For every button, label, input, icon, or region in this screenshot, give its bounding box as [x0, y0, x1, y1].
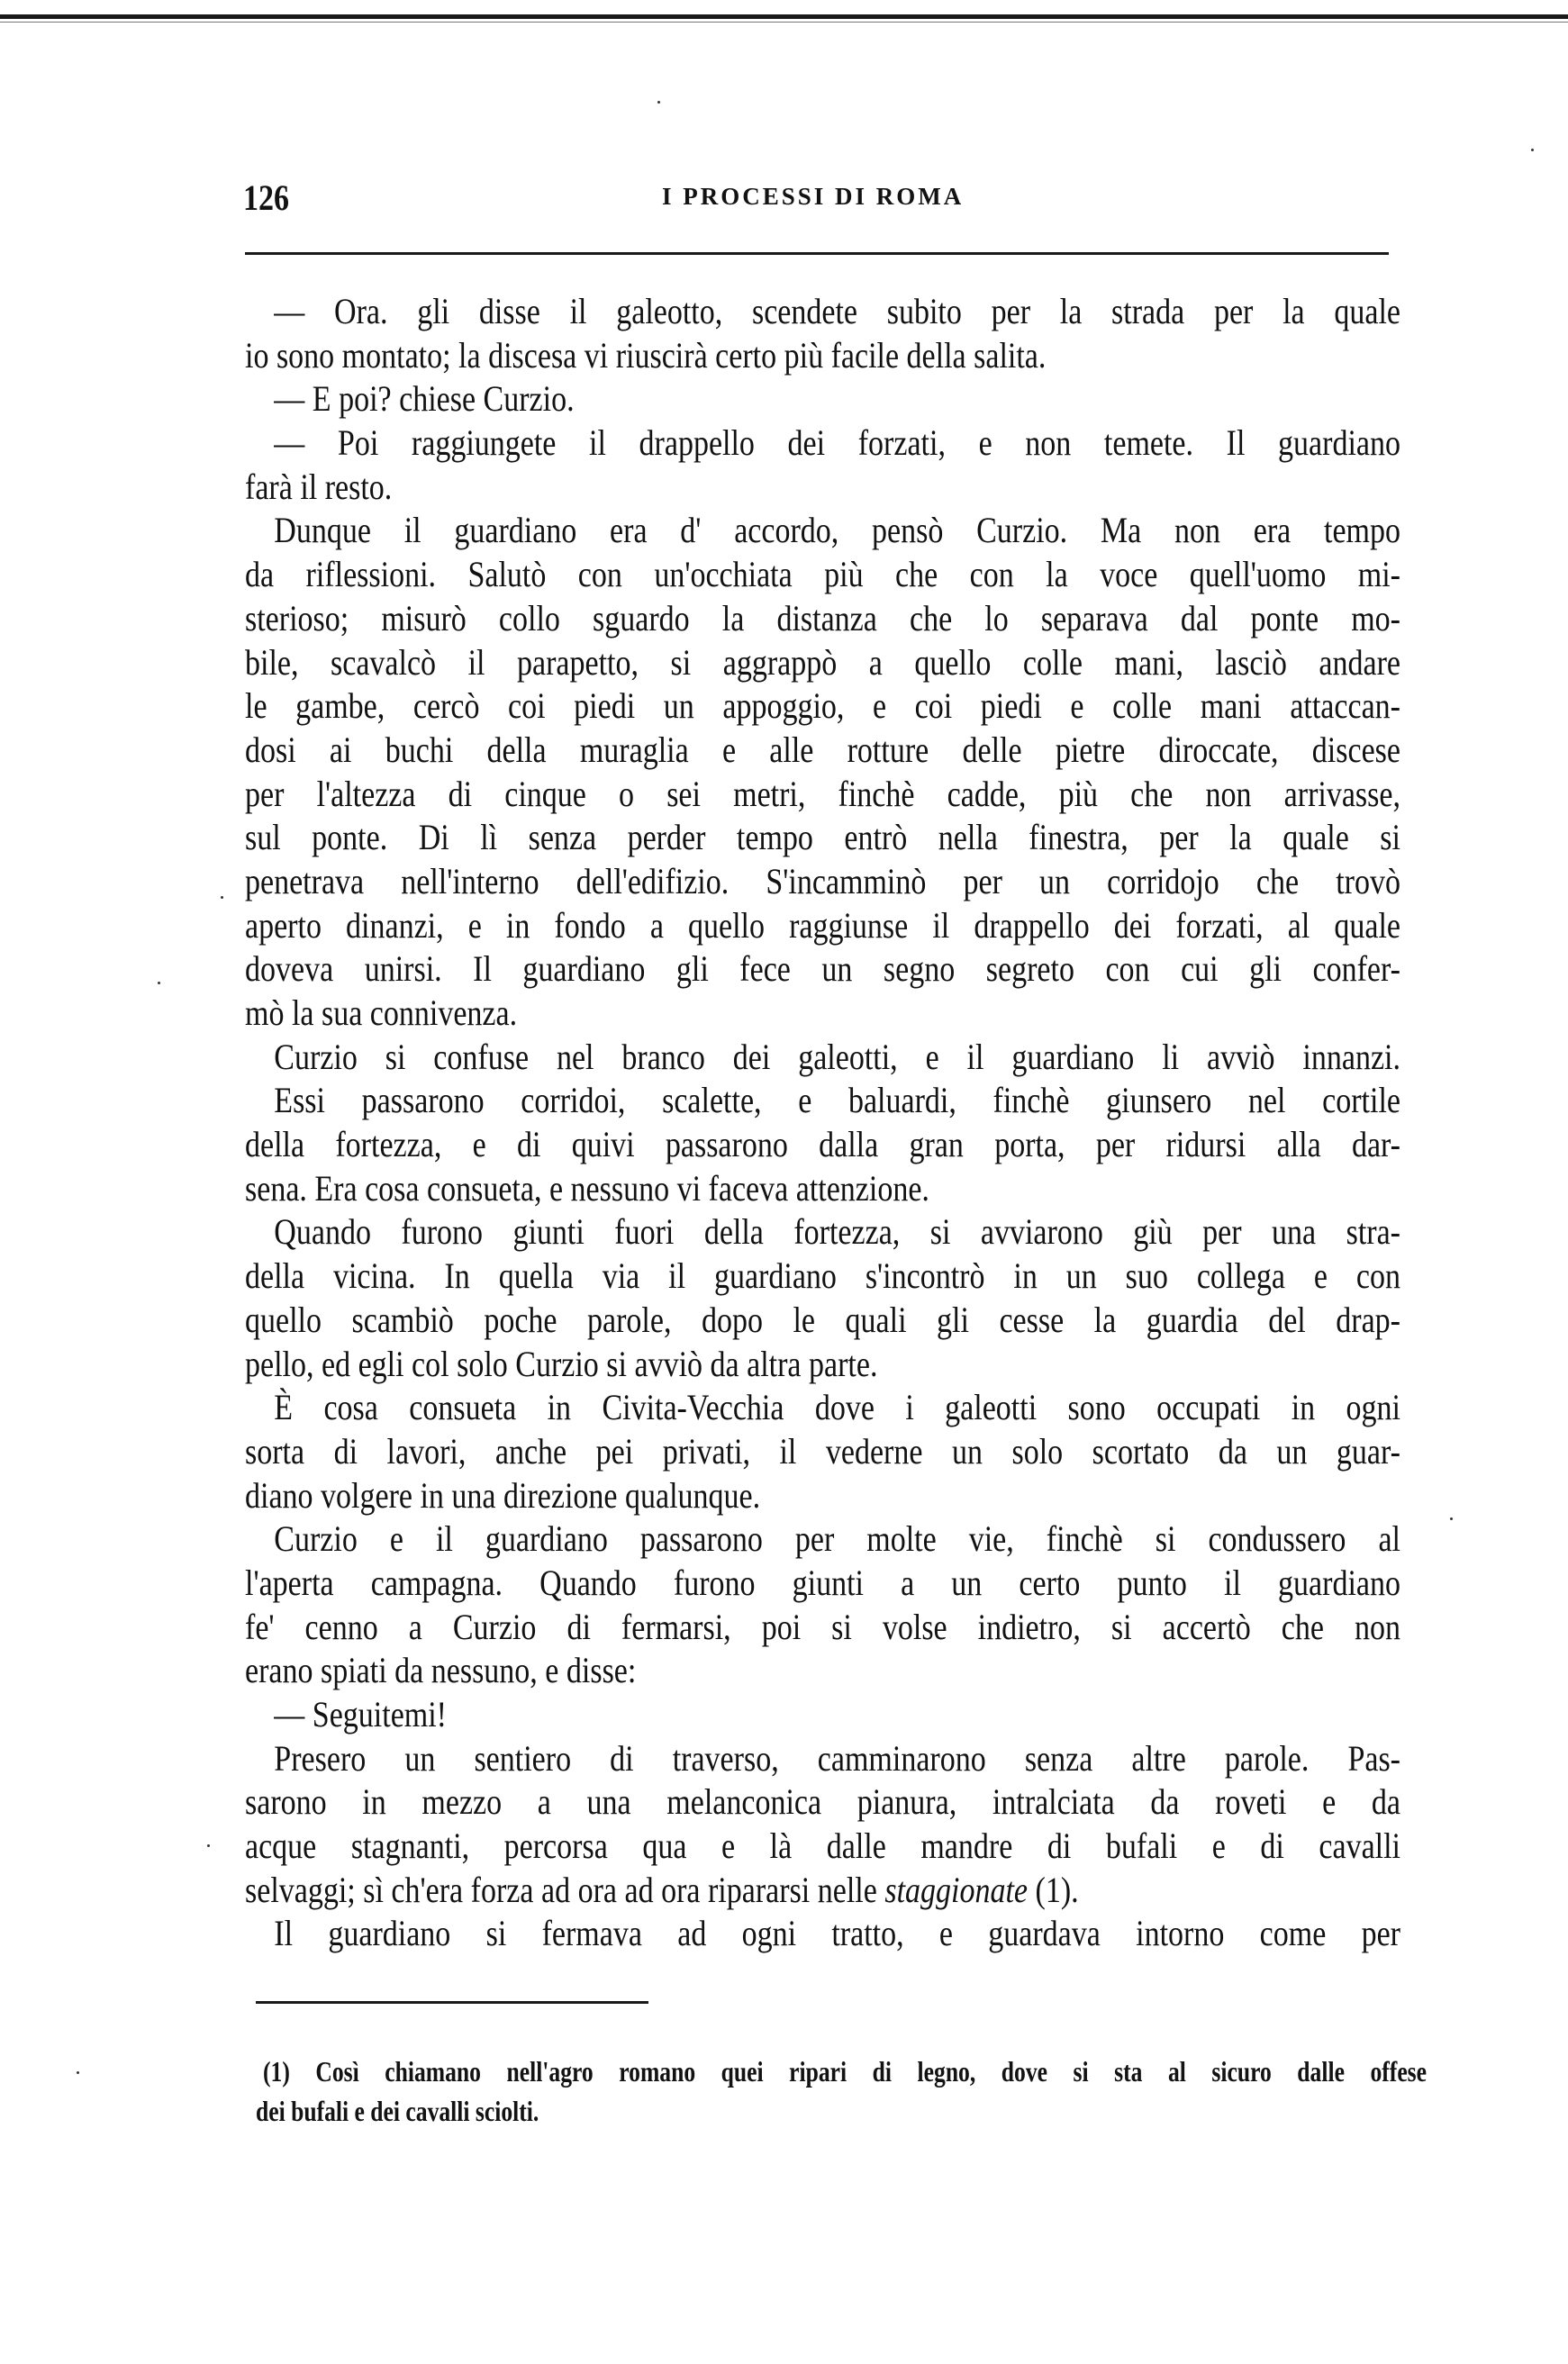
- text-line: [245, 684, 1400, 729]
- text-line: [245, 641, 1400, 685]
- text-line-content: doveva unirsi. Il guardiano gli fece un segno segreto con cui gli confer-: [245, 948, 1400, 990]
- text-line-content: aperto dinanzi, e in fondo a quello raggiunse il drappello dei forzati, al quale: [245, 904, 1400, 946]
- text-line: [245, 1825, 1400, 1869]
- text-line: [245, 1299, 1400, 1343]
- text-line-content: farà il resto.: [245, 466, 393, 507]
- footnote-reference: (1).: [1028, 1869, 1079, 1910]
- text-line: [245, 466, 1400, 510]
- italic-term: staggionate: [884, 1869, 1029, 1910]
- text-line: [245, 947, 1400, 992]
- text-line: [245, 1693, 1400, 1737]
- text-line: [245, 1254, 1400, 1299]
- text-line-content: selvaggi; sì ch'era forza ad ora ad ora ripararsi nelle: [245, 1869, 885, 1910]
- text-line-content: sarono in mezzo a una melanconica pianura, intralciata da roveti e da: [245, 1781, 1400, 1823]
- text-line: [245, 1210, 1400, 1254]
- text-line: [245, 1912, 1400, 1956]
- text-line-content: Curzio si confuse nel branco dei galeotti, e il guardiano li avviò innanzi.: [274, 1036, 1400, 1077]
- text-line: [245, 377, 1400, 421]
- text-line-content: penetrava nell'interno dell'edifizio. S'incamminò per un corridojo che trovò: [245, 860, 1400, 901]
- top-border-rule: [0, 14, 1568, 19]
- text-line: [245, 334, 1400, 378]
- footnote-rule: [256, 2001, 648, 2004]
- text-line: [245, 421, 1400, 466]
- running-title: I PROCESSI DI ROMA: [662, 183, 965, 210]
- text-line: [245, 1474, 1400, 1518]
- text-line-content: dosi ai buchi della muraglia e alle rotture delle pietre diroccate, discese: [245, 729, 1400, 770]
- text-line: [245, 1386, 1400, 1430]
- text-line: [245, 860, 1400, 904]
- text-line-content: Dunque il guardiano era d' accordo, pensò Curzio. Ma non era tempo: [274, 510, 1400, 551]
- footnote-line: dei bufali e dei cavalli sciolti.: [256, 2095, 539, 2127]
- text-line-content: — Poi raggiungete il drappello dei forzati, e non temete. Il guardiano: [274, 422, 1400, 464]
- text-line-content: sterioso; misurò collo sguardo la distanza che lo separava dal ponte mo-: [245, 597, 1400, 639]
- text-line-content: erano spiati da nessuno, e disse:: [245, 1650, 637, 1691]
- text-line-content: per l'altezza di cinque o sei metri, finchè cadde, più che non arrivasse,: [245, 773, 1400, 814]
- text-line-content: quello scambiò poche parole, dopo le quali gli cesse la guardia del drap-: [245, 1299, 1400, 1340]
- text-line-content: Quando furono giunti fuori della fortezza, si avviarono giù per una stra-: [274, 1211, 1400, 1253]
- text-line: [245, 773, 1400, 817]
- text-line-content: Il guardiano si fermava ad ogni tratto, e guardava intorno come per: [274, 1913, 1400, 1954]
- text-line: [245, 1562, 1400, 1606]
- text-line: [245, 816, 1400, 860]
- text-line-content: l'aperta campagna. Quando furono giunti a un certo punto il guardiano: [245, 1562, 1400, 1603]
- text-line: [245, 904, 1400, 948]
- text-line: [245, 1343, 1400, 1387]
- text-line-content: le gambe, cercò coi piedi un appoggio, e coi piedi e colle mani attaccan-: [245, 685, 1400, 727]
- text-line-content: bile, scavalcò il parapetto, si aggrappò a quello colle mani, lasciò andare: [245, 641, 1400, 683]
- text-line: [245, 1649, 1400, 1693]
- text-line: [245, 729, 1400, 773]
- text-line-content: pello, ed egli col solo Curzio si avviò da altra parte.: [245, 1343, 878, 1384]
- text-line: [245, 509, 1400, 553]
- text-line-content: È cosa consueta in Civita-Vecchia dove i galeotti sono occupati in ogni: [274, 1387, 1400, 1428]
- top-border-rule-thin: [0, 22, 1568, 23]
- page-number: 126: [243, 177, 289, 218]
- text-line: [245, 597, 1400, 641]
- text-line: [245, 1869, 1400, 1913]
- footnote: [256, 2052, 1427, 2131]
- text-line: [245, 1079, 1400, 1123]
- text-line-content: — E poi? chiese Curzio.: [274, 378, 575, 420]
- text-line-content: della fortezza, e di quivi passarono dalla gran porta, per ridursi alla dar-: [245, 1124, 1400, 1165]
- text-line-content: — Seguitemi!: [274, 1694, 448, 1735]
- text-line-content: fe' cenno a Curzio di fermarsi, poi si volse indietro, si accertò che non: [245, 1606, 1400, 1647]
- text-line: [245, 290, 1400, 334]
- header-rule: [245, 252, 1389, 255]
- text-line: [245, 1737, 1400, 1781]
- footnote-line: (1) Così chiamano nell'agro romano quei ripari di legno, dove si sta al sicuro dalle offese: [263, 2055, 1427, 2088]
- text-line: [245, 553, 1400, 597]
- body-text: [245, 290, 1400, 1956]
- text-line-content: diano volgere in una direzione qualunque.: [245, 1474, 761, 1516]
- text-line: [245, 1036, 1400, 1080]
- text-line-content: acque stagnanti, percorsa qua e là dalle mandre di bufali e di cavalli: [245, 1825, 1400, 1867]
- text-line-content: io sono montato; la discesa vi riuscirà certo più facile della salita.: [245, 334, 1047, 376]
- text-line-content: sul ponte. Di lì senza perder tempo entrò nella finestra, per la quale si: [245, 817, 1400, 858]
- text-line: [245, 992, 1400, 1036]
- text-line: [245, 1167, 1400, 1211]
- text-line: [245, 1430, 1400, 1474]
- text-line: [245, 1123, 1400, 1167]
- text-line: [245, 1780, 1400, 1825]
- text-line-content: mò la sua connivenza.: [245, 992, 518, 1033]
- text-line-content: — Ora. gli disse il galeotto, scendete subito per la strada per la quale: [274, 291, 1400, 331]
- text-line-content: Essi passarono corridoi, scalette, e baluardi, finchè giunsero nel cortile: [274, 1080, 1400, 1121]
- text-line: [245, 1517, 1400, 1562]
- text-line-content: Curzio e il guardiano passarono per molte vie, finchè si condussero al: [274, 1518, 1400, 1560]
- text-line-content: sorta di lavori, anche pei privati, il vederne un solo scortato da un guar-: [245, 1430, 1400, 1472]
- text-line-content: sena. Era cosa consueta, e nessuno vi faceva attenzione.: [245, 1167, 929, 1209]
- text-line: [245, 1606, 1400, 1650]
- text-line-content: da riflessioni. Salutò con un'occhiata più che con la voce quell'uomo mi-: [245, 554, 1400, 595]
- text-line-content: Presero un sentiero di traverso, camminarono senza altre parole. Pas-: [274, 1737, 1400, 1779]
- text-line-content: della vicina. In quella via il guardiano s'incontrò in un suo collega e con: [245, 1255, 1400, 1297]
